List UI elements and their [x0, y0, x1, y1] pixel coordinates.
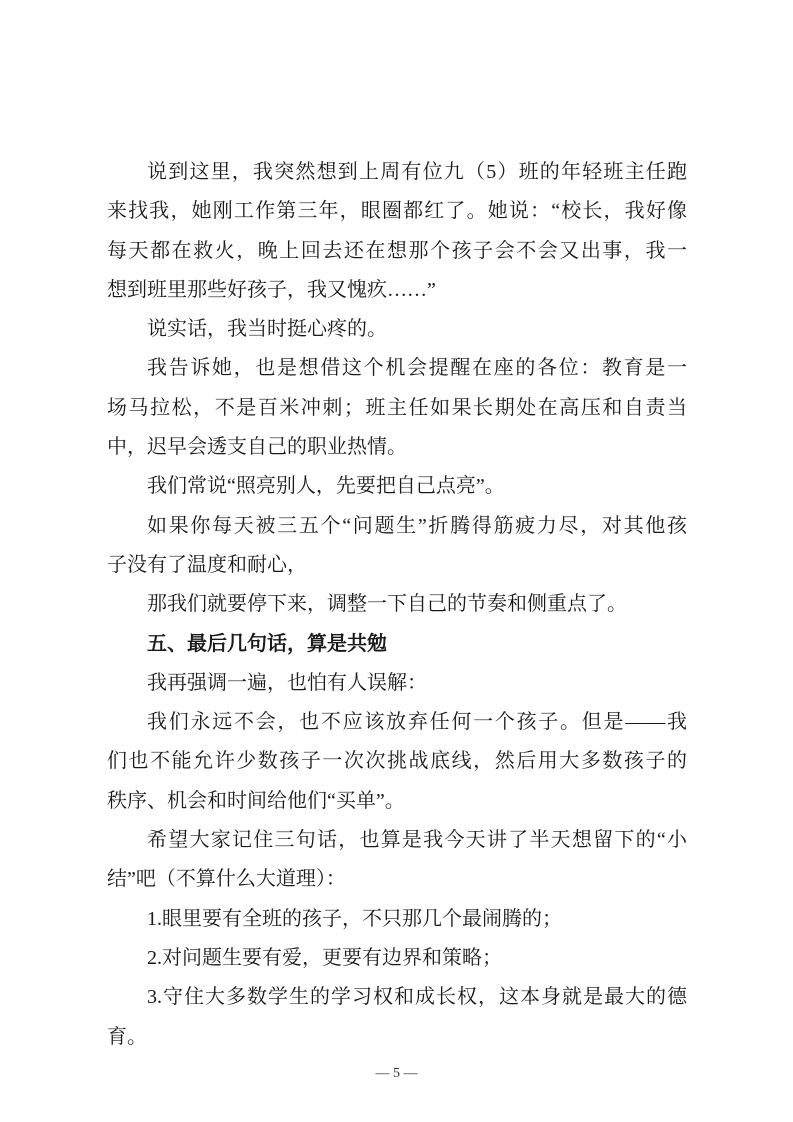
paragraph [107, 942, 687, 981]
paragraph [107, 706, 687, 824]
text-line: 中，迟早会透支自己的职业热情。 [107, 436, 407, 459]
text-line: 我再强调一遍，也怕有人误解： [147, 671, 427, 694]
text-line: 们也不能允许少数孩子一次次挑战底线，然后用大多数孩子的 [107, 750, 687, 773]
text-line: 如果你每天被三五个“问题生”折腾得筋疲力尽，对其他孩 [147, 514, 687, 537]
paragraph [107, 470, 687, 509]
text-line: 我们常说“照亮别人，先要把自己点亮”。 [147, 475, 505, 498]
section-heading [107, 628, 687, 667]
paragraph [107, 313, 687, 352]
document-body [107, 156, 687, 1060]
paragraph [107, 667, 687, 706]
text-line: 我们永远不会，也不应该放弃任何一个孩子。但是——我 [147, 711, 687, 734]
paragraph [107, 981, 687, 1060]
text-line: 子没有了温度和耐心， [107, 553, 307, 576]
text-line: 希望大家记住三句话，也算是我今天讲了半天想留下的“小 [147, 829, 687, 852]
text-line: 3.守住大多数学生的学习权和成长权，这本身就是最大的德 [147, 986, 687, 1009]
text-line: 结”吧（不算什么大道理）： [107, 868, 346, 891]
text-line: 想到班里那些好孩子，我又愧疚……” [107, 278, 436, 301]
text-line: 秩序、机会和时间给他们“买单”。 [107, 789, 405, 812]
text-line: 那我们就要停下来，调整一下自己的节奏和侧重点了。 [147, 593, 627, 616]
paragraph [107, 510, 687, 589]
paragraph [107, 588, 687, 627]
text-line: 来找我，她刚工作第三年，眼圈都红了。她说：“校长，我好像 [107, 200, 687, 223]
page-number: — 5 — [375, 1066, 418, 1081]
paragraph [107, 156, 687, 313]
text-line: 说实话，我当时挺心疼的。 [147, 318, 387, 341]
text-line: 场马拉松，不是百米冲刺；班主任如果长期处在高压和自责当 [107, 396, 687, 419]
paragraph [107, 903, 687, 942]
text-line: 1.眼里要有全班的孩子，不只那几个最闹腾的； [147, 907, 562, 930]
text-line: 每天都在救火，晚上回去还在想那个孩子会不会又出事，我一 [107, 239, 687, 262]
text-line: 我告诉她，也是想借这个机会提醒在座的各位：教育是一 [147, 357, 687, 380]
text-line: 说到这里，我突然想到上周有位九（5）班的年轻班主任跑 [147, 161, 687, 183]
text-line: 五、最后几句话，算是共勉 [147, 632, 387, 655]
text-line: 2.对问题生要有爱，更要有边界和策略； [147, 946, 502, 969]
paragraph [107, 352, 687, 470]
text-line: 育。 [107, 1025, 147, 1048]
paragraph [107, 824, 687, 903]
